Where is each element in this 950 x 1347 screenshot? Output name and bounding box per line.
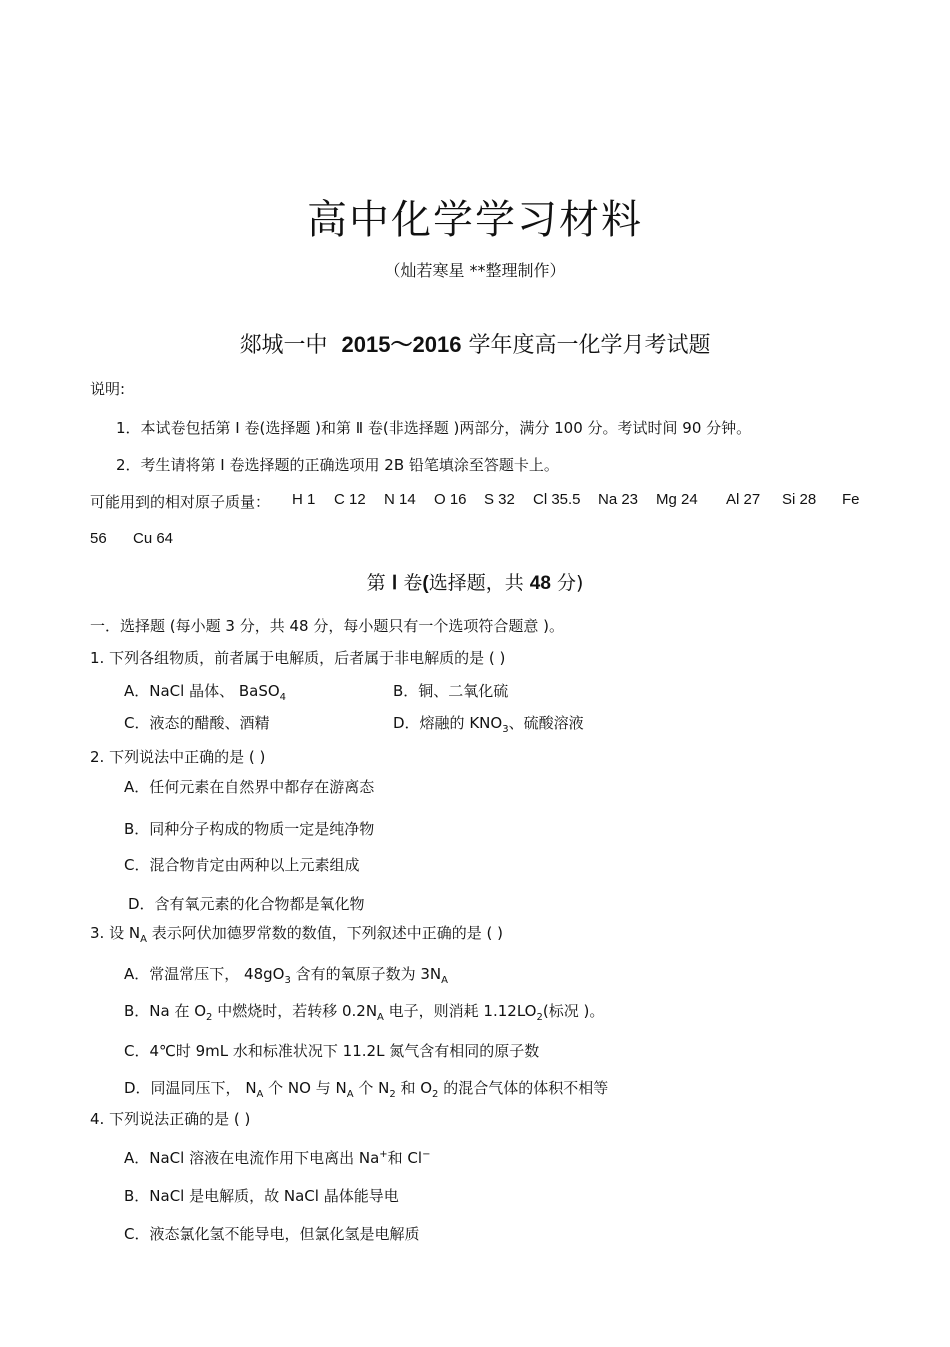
mass-c: C 12	[334, 491, 366, 508]
section-paren: (	[422, 573, 429, 594]
q4-option-c: C．液态氯化氢不能导电，但氯化氢是电解质	[124, 1225, 420, 1243]
section-heading	[0, 568, 950, 595]
q1-option-a	[124, 680, 286, 703]
q1-d-sub: 3	[502, 724, 509, 735]
exam-title	[0, 328, 950, 359]
section-roman: Ⅰ	[391, 573, 398, 594]
mass-s: S 32	[484, 491, 515, 508]
q3-b-sub2: A	[377, 1012, 384, 1023]
q2-option-d: D．含有氧元素的化合物都是氧化物	[128, 895, 365, 913]
part1-heading: 一．选择题 (每小题 3 分，共 48 分，每小题只有一个选项符合题意 )。	[90, 617, 564, 635]
mass-al: Al 27	[726, 491, 761, 508]
subtitle: （灿若寒星 **整理制作）	[384, 261, 566, 280]
q3-stem-post: 表示阿伏加德罗常数的数值，下列叙述中正确的是 ( )	[146, 924, 503, 942]
section-desc: 选择题，共	[428, 572, 524, 594]
q3-a-sub: 3	[284, 975, 291, 986]
q4-a-pre: A．NaCl 溶液在电流作用下电离出 Na	[124, 1149, 380, 1167]
q1-d-tail: 、硫酸溶液	[508, 714, 584, 732]
q3-a-pre: A．常温常压下， 48gO	[124, 965, 285, 983]
q2-option-c: C．混合物肯定由两种以上元素组成	[124, 856, 360, 874]
q4-stem: 4. 下列说法正确的是 ( )	[90, 1110, 251, 1128]
exam-title-years: 2015～2016	[341, 332, 462, 357]
q1-a-sub: 4	[279, 692, 287, 703]
mass-na: Na 23	[598, 491, 639, 508]
mass-h: H 1	[292, 491, 316, 508]
q4-option-a	[124, 1147, 430, 1168]
q4-a-sup2: −	[422, 1149, 431, 1160]
mass-si: Si 28	[782, 491, 817, 508]
q3-stem-sub: A	[140, 934, 147, 945]
q1-option-c: C．液态的醋酸、酒精	[124, 714, 270, 732]
exam-title-prefix: 郯城一中	[239, 333, 328, 358]
q2-stem: 2. 下列说法中正确的是 ( )	[90, 748, 266, 766]
q3-option-d	[124, 1077, 608, 1100]
q1-option-b: B．铜、二氧化硫	[393, 682, 509, 700]
q3-stem	[90, 922, 503, 945]
notes-label: 说明:	[90, 380, 126, 398]
q1-d-text: D．熔融的 KNO	[393, 714, 503, 732]
q3-stem-pre: 3. 设 N	[90, 924, 141, 942]
mass-mg: Mg 24	[656, 491, 698, 508]
q3-d-mid2: 个 N	[353, 1079, 390, 1097]
exam-title-suffix: 学年度高一化学月考试题	[468, 333, 711, 358]
q3-b-sub3: 2	[536, 1012, 543, 1023]
q3-d-sub: A	[256, 1089, 264, 1100]
q3-b-pre: B．Na 在 O	[124, 1002, 207, 1020]
q3-d-mid3: 和 O	[395, 1079, 433, 1097]
q3-option-c: C．4℃时 9mL 水和标准状况下 11.2L 氮气含有相同的原子数	[124, 1042, 540, 1060]
q4-a-sup: +	[379, 1149, 388, 1160]
q3-d-mid: 个 NO 与 N	[263, 1079, 347, 1097]
mass-fe-value: 56	[90, 530, 107, 547]
note-item-1: 1．本试卷包括第 Ⅰ 卷(选择题 )和第 Ⅱ 卷(非选择题 )两部分，满分 100 分。考试时间 90 分钟。	[116, 419, 752, 437]
atomic-masses-label: 可能用到的相对原子质量：	[90, 493, 271, 511]
q3-option-b	[124, 1000, 604, 1023]
q3-d-tail: 的混合气体的体积不相等	[438, 1079, 609, 1097]
mass-fe: Fe	[842, 491, 860, 508]
q3-b-mid: 中燃烧时，若转移 0.2N	[212, 1002, 378, 1020]
section-score: 48	[529, 573, 551, 594]
q3-d-sub2: A	[346, 1089, 354, 1100]
section-pre: 第	[366, 572, 386, 594]
q1-a-text: A．NaCl 晶体、 BaSO	[124, 682, 280, 700]
main-title: 高中化学学习材料	[307, 197, 643, 243]
q1-stem: 1. 下列各组物质，前者属于电解质，后者属于非电解质的是 ( )	[90, 649, 506, 667]
q4-a-mid: 和 Cl	[387, 1149, 423, 1167]
q3-b-sub: 2	[206, 1012, 213, 1023]
q3-a-mid: 含有的氧原子数为 3N	[290, 965, 442, 983]
section-end: 分)	[556, 572, 584, 594]
q3-b-tail: (标况 )。	[542, 1002, 605, 1020]
mass-cl: Cl 35.5	[533, 491, 581, 508]
q3-option-a	[124, 963, 448, 986]
q2-option-a: A．任何元素在自然界中都存在游离态	[124, 778, 375, 796]
q3-d-pre: D．同温同压下， N	[124, 1079, 257, 1097]
q3-d-sub3: 2	[389, 1089, 396, 1100]
note-item-2: 2．考生请将第 Ⅰ 卷选择题的正确选项用 2B 铅笔填涂至答题卡上。	[116, 456, 559, 474]
mass-n: N 14	[384, 491, 416, 508]
section-mid: 卷	[403, 572, 423, 594]
q3-a-sub2: A	[441, 975, 448, 986]
q1-option-d	[393, 712, 584, 735]
q4-option-b: B．NaCl 是电解质，故 NaCl 晶体能导电	[124, 1187, 399, 1205]
q2-option-b: B．同种分子构成的物质一定是纯净物	[124, 820, 375, 838]
q3-b-mid2: 电子，则消耗 1.12LO	[383, 1002, 537, 1020]
mass-o: O 16	[434, 491, 467, 508]
q3-d-sub4: 2	[432, 1089, 439, 1100]
mass-cu: Cu 64	[133, 530, 174, 547]
